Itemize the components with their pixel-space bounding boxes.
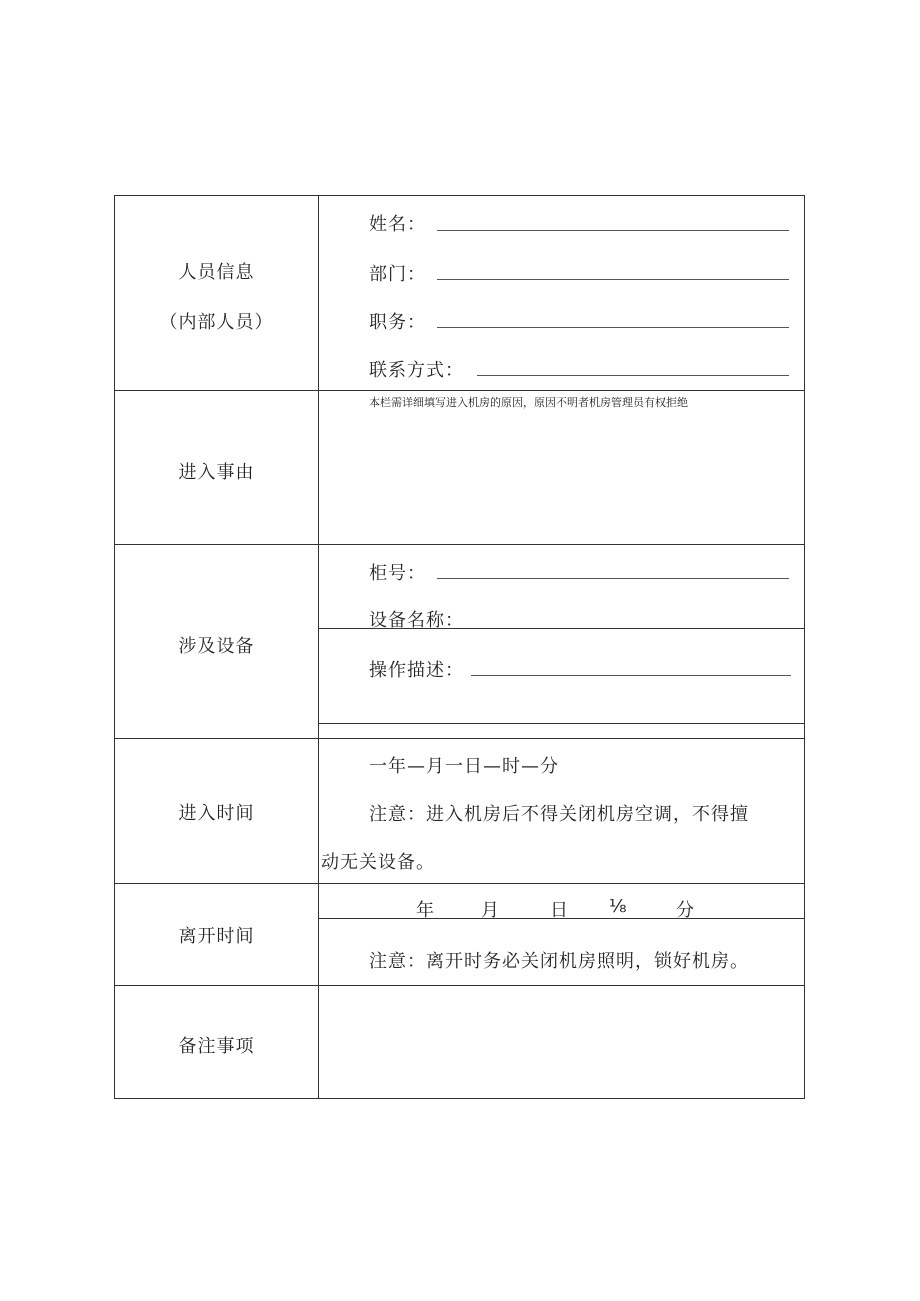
row-divider bbox=[115, 390, 804, 391]
personnel-sublabel: （内部人员） bbox=[159, 312, 274, 333]
device-name-label: 设备名称： bbox=[369, 610, 464, 631]
entry-time-label: 进入时间 bbox=[178, 803, 255, 824]
sub-divider bbox=[318, 723, 804, 724]
exit-notice: 注意：离开时务必关闭机房照明，锁好机房。 bbox=[369, 951, 749, 972]
equipment-label: 涉及设备 bbox=[178, 636, 255, 657]
reason-hint: 本栏需详细填写进入机房的原因，原因不明者机房管理员有权拒绝 bbox=[369, 396, 688, 409]
entry-notice-line1: 注意：进入机房后不得关闭机房空调，不得擅 bbox=[369, 804, 749, 825]
row-divider bbox=[115, 738, 804, 739]
name-label: 姓名： bbox=[369, 214, 426, 235]
name-input[interactable] bbox=[437, 230, 789, 231]
entry-notice-line2: 动无关设备。 bbox=[321, 852, 435, 873]
dept-label: 部门： bbox=[369, 264, 426, 285]
exit-hour[interactable]: ⅛ bbox=[609, 896, 628, 917]
remarks-input-area[interactable] bbox=[319, 986, 804, 1098]
reason-input-area[interactable] bbox=[319, 410, 804, 543]
operation-label: 操作描述： bbox=[369, 660, 464, 681]
exit-month[interactable]: 月 bbox=[481, 900, 500, 921]
row-divider bbox=[115, 544, 804, 545]
contact-input[interactable] bbox=[477, 375, 789, 376]
exit-day[interactable]: 日 bbox=[550, 900, 569, 921]
column-divider bbox=[318, 196, 319, 1098]
exit-time-label: 离开时间 bbox=[178, 926, 255, 947]
operation-input[interactable] bbox=[471, 675, 791, 676]
dept-input[interactable] bbox=[437, 279, 789, 280]
entry-datetime[interactable]: 一年—月一日—时—分 bbox=[369, 756, 559, 777]
position-label: 职务： bbox=[369, 312, 426, 333]
position-input[interactable] bbox=[437, 327, 789, 328]
registration-form bbox=[114, 195, 805, 1099]
personnel-label: 人员信息 bbox=[178, 262, 255, 283]
reason-label: 进入事由 bbox=[178, 462, 255, 483]
cabinet-input[interactable] bbox=[437, 578, 789, 579]
exit-year[interactable]: 年 bbox=[416, 900, 435, 921]
cabinet-label: 柜号： bbox=[369, 563, 426, 584]
remarks-label: 备注事项 bbox=[178, 1036, 255, 1057]
contact-label: 联系方式： bbox=[369, 360, 464, 381]
exit-minute[interactable]: 分 bbox=[676, 900, 695, 921]
row-divider bbox=[115, 883, 804, 884]
